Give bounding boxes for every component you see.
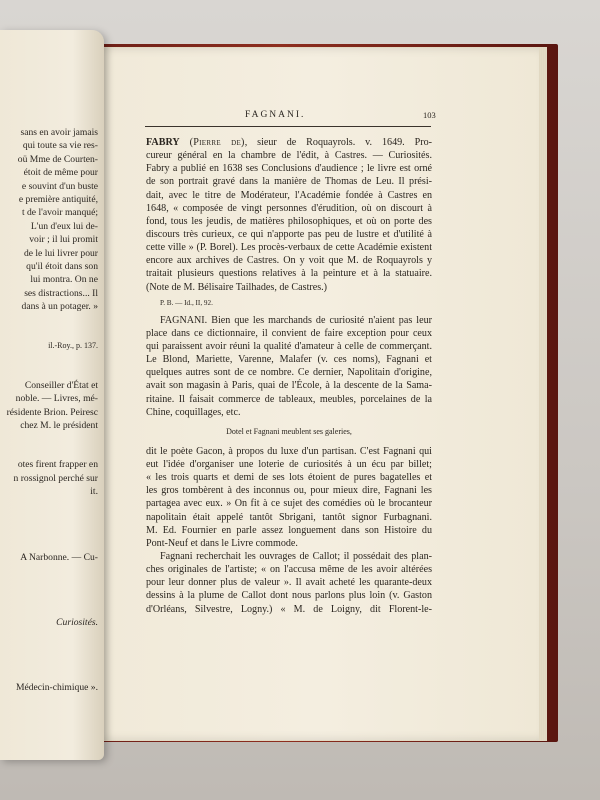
left-page-text bbox=[0, 126, 98, 695]
left-line: ses distractions... Il bbox=[24, 287, 98, 299]
text-line: de son portrait gravé dans la manière de Thomas de Leu. Il prési- bbox=[146, 176, 432, 188]
text-line: quelques autres sont de ce nombre. Ce dernier, Napolitain d'origine, bbox=[146, 367, 432, 379]
text-line: pour leur donner plus de valeur ». Il avait acheté les quarante-deux bbox=[146, 577, 432, 589]
left-line: dans à un potager. » bbox=[21, 301, 98, 313]
text-line: dit le poète Gacon, à propos du luxe d'un partisan. C'est Fagnani qui bbox=[146, 445, 432, 457]
left-line: résidente Brion. Peiresc bbox=[6, 406, 98, 418]
left-line: de le lui livrer pour bbox=[23, 247, 98, 259]
left-line: voir ; il lui promit bbox=[29, 234, 98, 246]
text-line: « les trois quarts et demi de ses lots étoient de pures bagatelles et bbox=[146, 472, 432, 484]
text-line: fond, tous les jeudis, de matières philosophiques, et où on porte des bbox=[146, 215, 432, 227]
text-line: traitait plusieurs questions relatives à la peinture et à la statuaire. bbox=[146, 268, 432, 280]
fabry-firstname: (Pierre de) bbox=[189, 137, 245, 148]
left-line: qu'il étoit dans son bbox=[26, 260, 98, 272]
text-line: Fagnani recherchait les ouvrages de Callot; il possédait des plan- bbox=[160, 550, 432, 562]
left-line: lui montra. On ne bbox=[30, 274, 98, 286]
text-line: 1648, « composée de vingt personnes d'érudition, où on discourt à bbox=[146, 202, 432, 214]
text-line: ritaine. Il faisait commerce de tableaux, meubles, porcelaines de la bbox=[146, 393, 432, 405]
left-line: Conseiller d'État et bbox=[24, 379, 98, 391]
left-line: t de l'avoir manqué; bbox=[21, 207, 98, 219]
fabry-name: FABRY bbox=[146, 137, 180, 148]
left-line: e première antiquité, bbox=[18, 193, 98, 205]
page-number: 103 bbox=[423, 110, 436, 120]
text-line: M. Ed. Fournier en parle assez longuement dans son Histoire du bbox=[146, 524, 432, 536]
text-line: napolitain était appelé tantôt Sbrigani, tantôt signor Furbagnani. bbox=[146, 511, 432, 523]
left-ref: il.-Roy., p. 137. bbox=[48, 341, 98, 351]
left-line: otes firent frapper en bbox=[17, 459, 98, 471]
left-line: e souvint d'un buste bbox=[21, 180, 98, 192]
text-line: dait, avec le titre de Modérateur, l'Académie fondée à Castres en bbox=[146, 189, 432, 201]
text-line: Le Blond, Mariette, Varenne, Malafer (v. ces noms), Fagnani et bbox=[146, 354, 432, 366]
left-line: n rossignol perché sur bbox=[13, 472, 98, 484]
text-line: encore aux archives de Castres. On y voit que M. de Roquayrols y bbox=[146, 255, 432, 267]
left-line: Curiosités. bbox=[56, 616, 98, 628]
text-line: partagea avec eux. » On fit à ce sujet des comédies où le brocanteur bbox=[146, 498, 432, 510]
source-note: P. B. — Id., II, 92. bbox=[160, 298, 213, 307]
verse-quote: Dotel et Fagnani meublent ses galeries, bbox=[226, 426, 352, 436]
text-line: discours très curieux, ce qui n'apporte pas peu de lustre et d'utilité à bbox=[146, 228, 432, 240]
text-line: d'Orléans, Silvestre, Logny.) « M. de Loigny, dit Florent-le- bbox=[146, 603, 432, 615]
text-line: place dans ce dictionnaire, il convient de faire exception pour ceux bbox=[146, 327, 432, 339]
text-line: eut l'idée d'organiser une loterie de curiosités à un écu par billet; bbox=[146, 458, 432, 470]
text-line: cette ville » (P. Borel). Les procès-verbaux de cette Académie existent bbox=[146, 242, 432, 254]
left-page bbox=[0, 30, 104, 760]
text-line: les gros tombèrent à des inconnus ou, pour mieux dire, Fagnani les bbox=[146, 485, 432, 497]
text-line: FAGNANI. Bien que les marchands de curiosité n'aient pas leur bbox=[160, 314, 432, 326]
text-line: (Note de M. Bélisaire Tailhades, de Castres.) bbox=[146, 281, 328, 293]
left-line: it. bbox=[90, 486, 98, 498]
fabry-first-line: FABRY (Pierre de), sieur de Roquayrols. v. 1649. Pro- bbox=[146, 137, 433, 148]
text-line: avait son magasin à Paris, quai de l'École, à la descente de la Sama- bbox=[146, 380, 432, 392]
left-line: A Narbonne. — Cu- bbox=[20, 551, 98, 563]
page-title: FAGNANI. bbox=[245, 110, 306, 120]
left-line: étoit de même pour bbox=[23, 167, 98, 179]
left-line: Médecin-chimique ». bbox=[15, 682, 98, 694]
text-line: cureur général en la chambre de l'édit, à Castres. — Curiosités. bbox=[146, 150, 432, 162]
text-line: Fabry a publié en 1638 ses Conclusions d'audience ; le livre est orné bbox=[146, 163, 432, 175]
left-line: oü Mme de Courten- bbox=[17, 153, 98, 165]
text-line: Chine, coquillages, etc. bbox=[146, 406, 241, 418]
text-line: ches originales de l'artiste; « on l'accusa même de les avoir altérées bbox=[146, 564, 432, 576]
left-line: chez M. le président bbox=[20, 420, 98, 432]
left-line: qui toute sa vie res- bbox=[22, 140, 98, 152]
text-line: sieur de Roquayrols. v. 1649. Pro- bbox=[257, 137, 433, 148]
left-line: L'un d'eux lui de- bbox=[30, 220, 98, 232]
entry-text bbox=[146, 136, 432, 616]
text-line: Pont-Neuf et dans le Livre commode. bbox=[146, 537, 298, 549]
left-line: sans en avoir jamais bbox=[20, 127, 98, 138]
text-line: qui paraissent avoir réuni la qualité d'amateur à celle de commerçant. bbox=[146, 340, 432, 352]
left-line: noble. — Livres, mé- bbox=[15, 393, 98, 405]
header-rule bbox=[145, 126, 431, 127]
text-line: dessins à la plume de Callot dont nous parlons plus loin (v. Gaston bbox=[146, 590, 432, 602]
